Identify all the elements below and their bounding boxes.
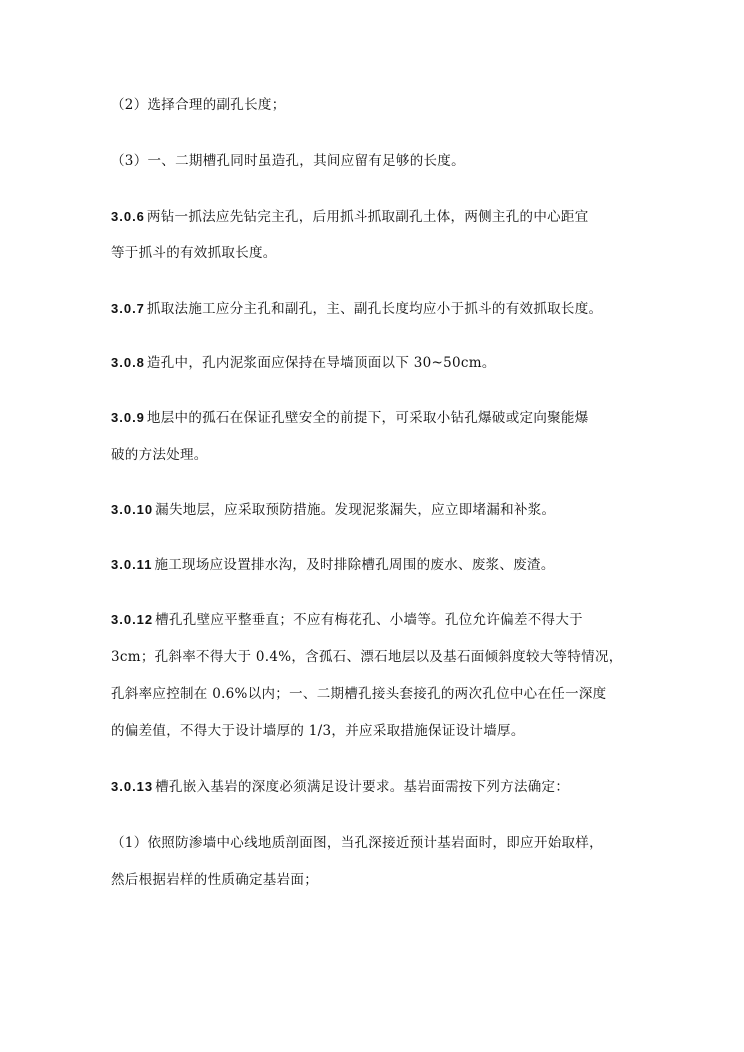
clause-number: 3.0.7 <box>111 301 145 316</box>
paragraph-text: 槽孔嵌入基岩的深度必须满足设计要求。基岩面需按下列方法确定： <box>155 779 570 795</box>
clause-3-0-6-line-2 <box>111 244 277 262</box>
clause-number: 3.0.10 <box>111 502 154 517</box>
paragraph-text: （1）依照防渗墙中心线地质剖面图，当孔深接近预计基岩面时，即应开始取样， <box>111 835 603 851</box>
clause-3-0-12-line-1 <box>111 611 583 629</box>
clause-3-0-7 <box>111 300 602 318</box>
clause-3-0-10 <box>111 501 555 519</box>
sub-item-1-line-2 <box>111 871 318 889</box>
paragraph-text: 漏失地层，应采取预防措施。发现泥浆漏失，应立即堵漏和补浆。 <box>155 502 556 518</box>
clause-number: 3.0.9 <box>111 410 145 425</box>
paragraph-text: 等于抓斗的有效抓取长度。 <box>111 245 277 261</box>
clause-3-0-8 <box>111 354 496 372</box>
paragraph-text: 地层中的孤石在保证孔壁安全的前提下，可采取小钻孔爆破或定向聚能爆 <box>146 410 589 426</box>
paragraph-text: 槽孔孔壁应平整垂直；不应有梅花孔、小墙等。孔位允许偏差不得大于 <box>155 612 583 628</box>
clause-3-0-6-line-1 <box>111 208 589 226</box>
clause-number: 3.0.6 <box>111 209 145 224</box>
clause-3-0-9-line-2 <box>111 446 208 464</box>
paragraph-text: 施工现场应设置排水沟，及时排除槽孔周围的废水、废浆、废渣。 <box>154 557 555 573</box>
paragraph-text: （3）一、二期槽孔同时虽造孔，其间应留有足够的长度。 <box>111 153 465 169</box>
paragraph-text: 的偏差值，不得大于设计墙厚的 1/3，并应采取措施保证设计墙厚。 <box>111 723 525 739</box>
paragraph-item-2 <box>111 96 286 114</box>
clause-3-0-11 <box>111 556 555 574</box>
sub-item-1-line-1 <box>111 834 603 852</box>
clause-number: 3.0.11 <box>111 557 153 572</box>
clause-3-0-12-line-2 <box>111 648 623 666</box>
clause-number: 3.0.12 <box>111 612 154 627</box>
paragraph-item-3 <box>111 152 465 170</box>
clause-number: 3.0.8 <box>111 355 145 370</box>
paragraph-text: 造孔中，孔内泥浆面应保持在导墙顶面以下 30~50cm。 <box>146 355 496 371</box>
clause-3-0-13 <box>111 778 569 796</box>
paragraph-text: 抓取法施工应分主孔和副孔，主、副孔长度均应小于抓斗的有效抓取长度。 <box>146 301 603 317</box>
paragraph-text: 3cm；孔斜率不得大于 0.4%，含孤石、漂石地层以及基石面倾斜度较大等特情况， <box>111 649 623 665</box>
clause-number: 3.0.13 <box>111 779 154 794</box>
clause-3-0-9-line-1 <box>111 409 589 427</box>
paragraph-text: 破的方法处理。 <box>111 447 208 463</box>
clause-3-0-12-line-3 <box>111 685 607 703</box>
paragraph-text: 两钻一抓法应先钻完主孔，后用抓斗抓取副孔土体，两侧主孔的中心距宜 <box>146 209 589 225</box>
clause-3-0-12-line-4 <box>111 722 525 740</box>
paragraph-text: （2）选择合理的副孔长度； <box>111 97 286 113</box>
paragraph-text: 孔斜率应控制在 0.6%以内；一、二期槽孔接头套接孔的两次孔位中心在任一深度 <box>111 686 607 702</box>
paragraph-text: 然后根据岩样的性质确定基岩面； <box>111 872 318 888</box>
